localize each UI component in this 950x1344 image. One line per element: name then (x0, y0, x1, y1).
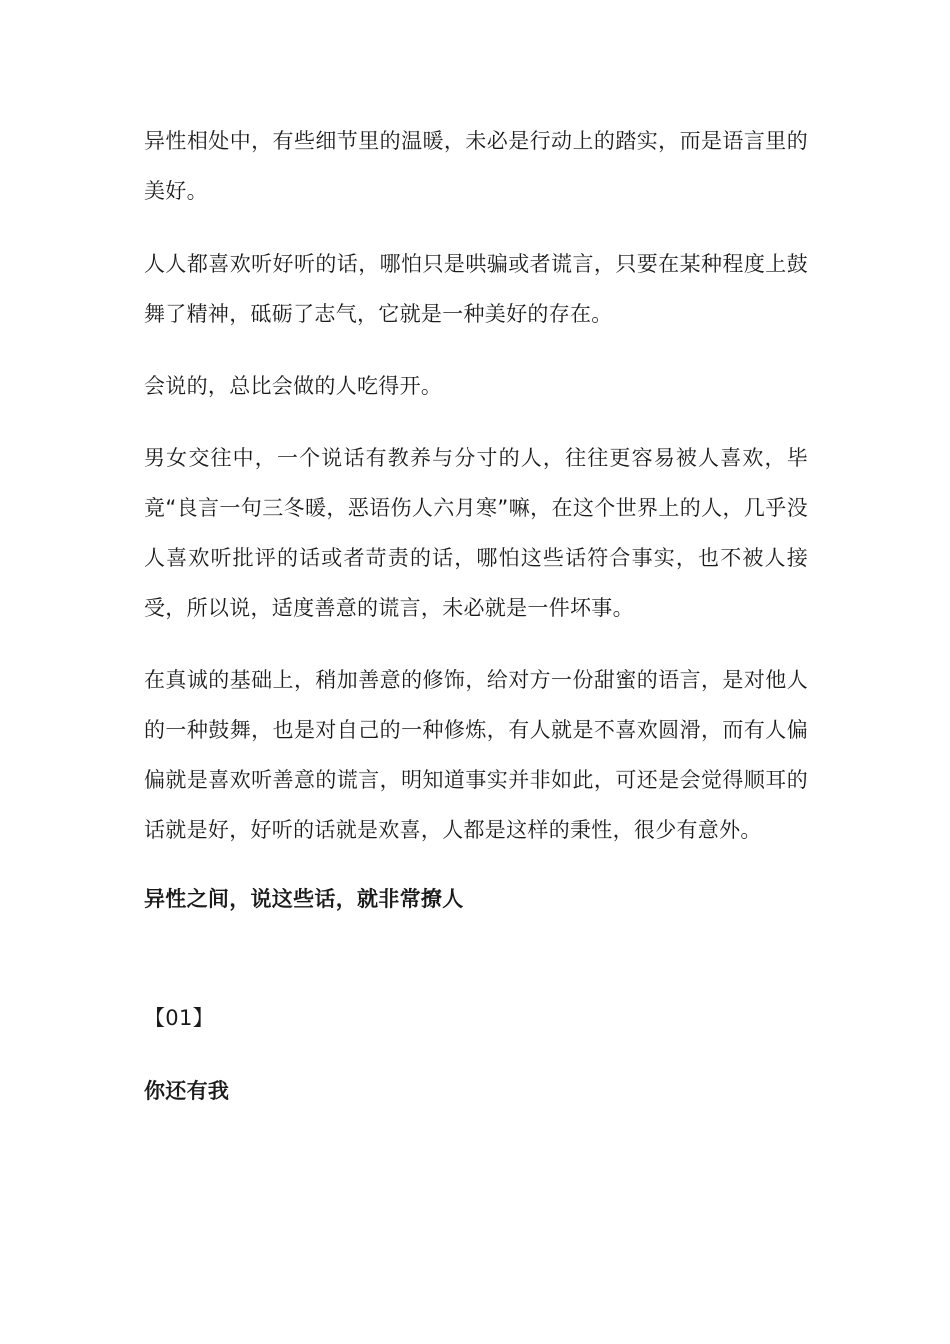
paragraph-intro: 异性相处中，有些细节里的温暖，未必是行动上的踏实，而是语言里的美好。 (144, 129, 808, 203)
section-heading: 异性之间，说这些话，就非常撩人 (144, 887, 464, 911)
paragraph-relationships: 男女交往中，一个说话有教养与分寸的人，往往更容易被人喜欢，毕竟“良言一句三冬暖，恶语伤人六月寒”嘛，在这个世界上的人，几乎没人喜欢听批评的话或者苛责的话，哪怕这些话符合事实，也不被人接受，所以说，适度善意的谎言，未必就是一件坏事。 (144, 446, 808, 620)
subheading: 你还有我 (144, 1079, 230, 1103)
paragraph-sincerity: 在真诚的基础上，稍加善意的修饰，给对方一份甜蜜的语言，是对他人的一种鼓舞，也是对自己的一种修炼，有人就是不喜欢圆滑，而有人偏偏就是喜欢听善意的谎言，明知道事实并非如此，可还是会觉得顺耳的话就是好，好听的话就是欢喜，人都是这样的秉性，很少有意外。 (144, 668, 808, 842)
paragraph-praise: 人人都喜欢听好听的话，哪怕只是哄骗或者谎言，只要在某种程度上鼓舞了精神，砥砺了志气，它就是一种美好的存在。 (144, 252, 808, 326)
section-number: 【01】 (144, 1006, 214, 1030)
paragraph-talk: 会说的，总比会做的人吃得开。 (144, 374, 443, 398)
